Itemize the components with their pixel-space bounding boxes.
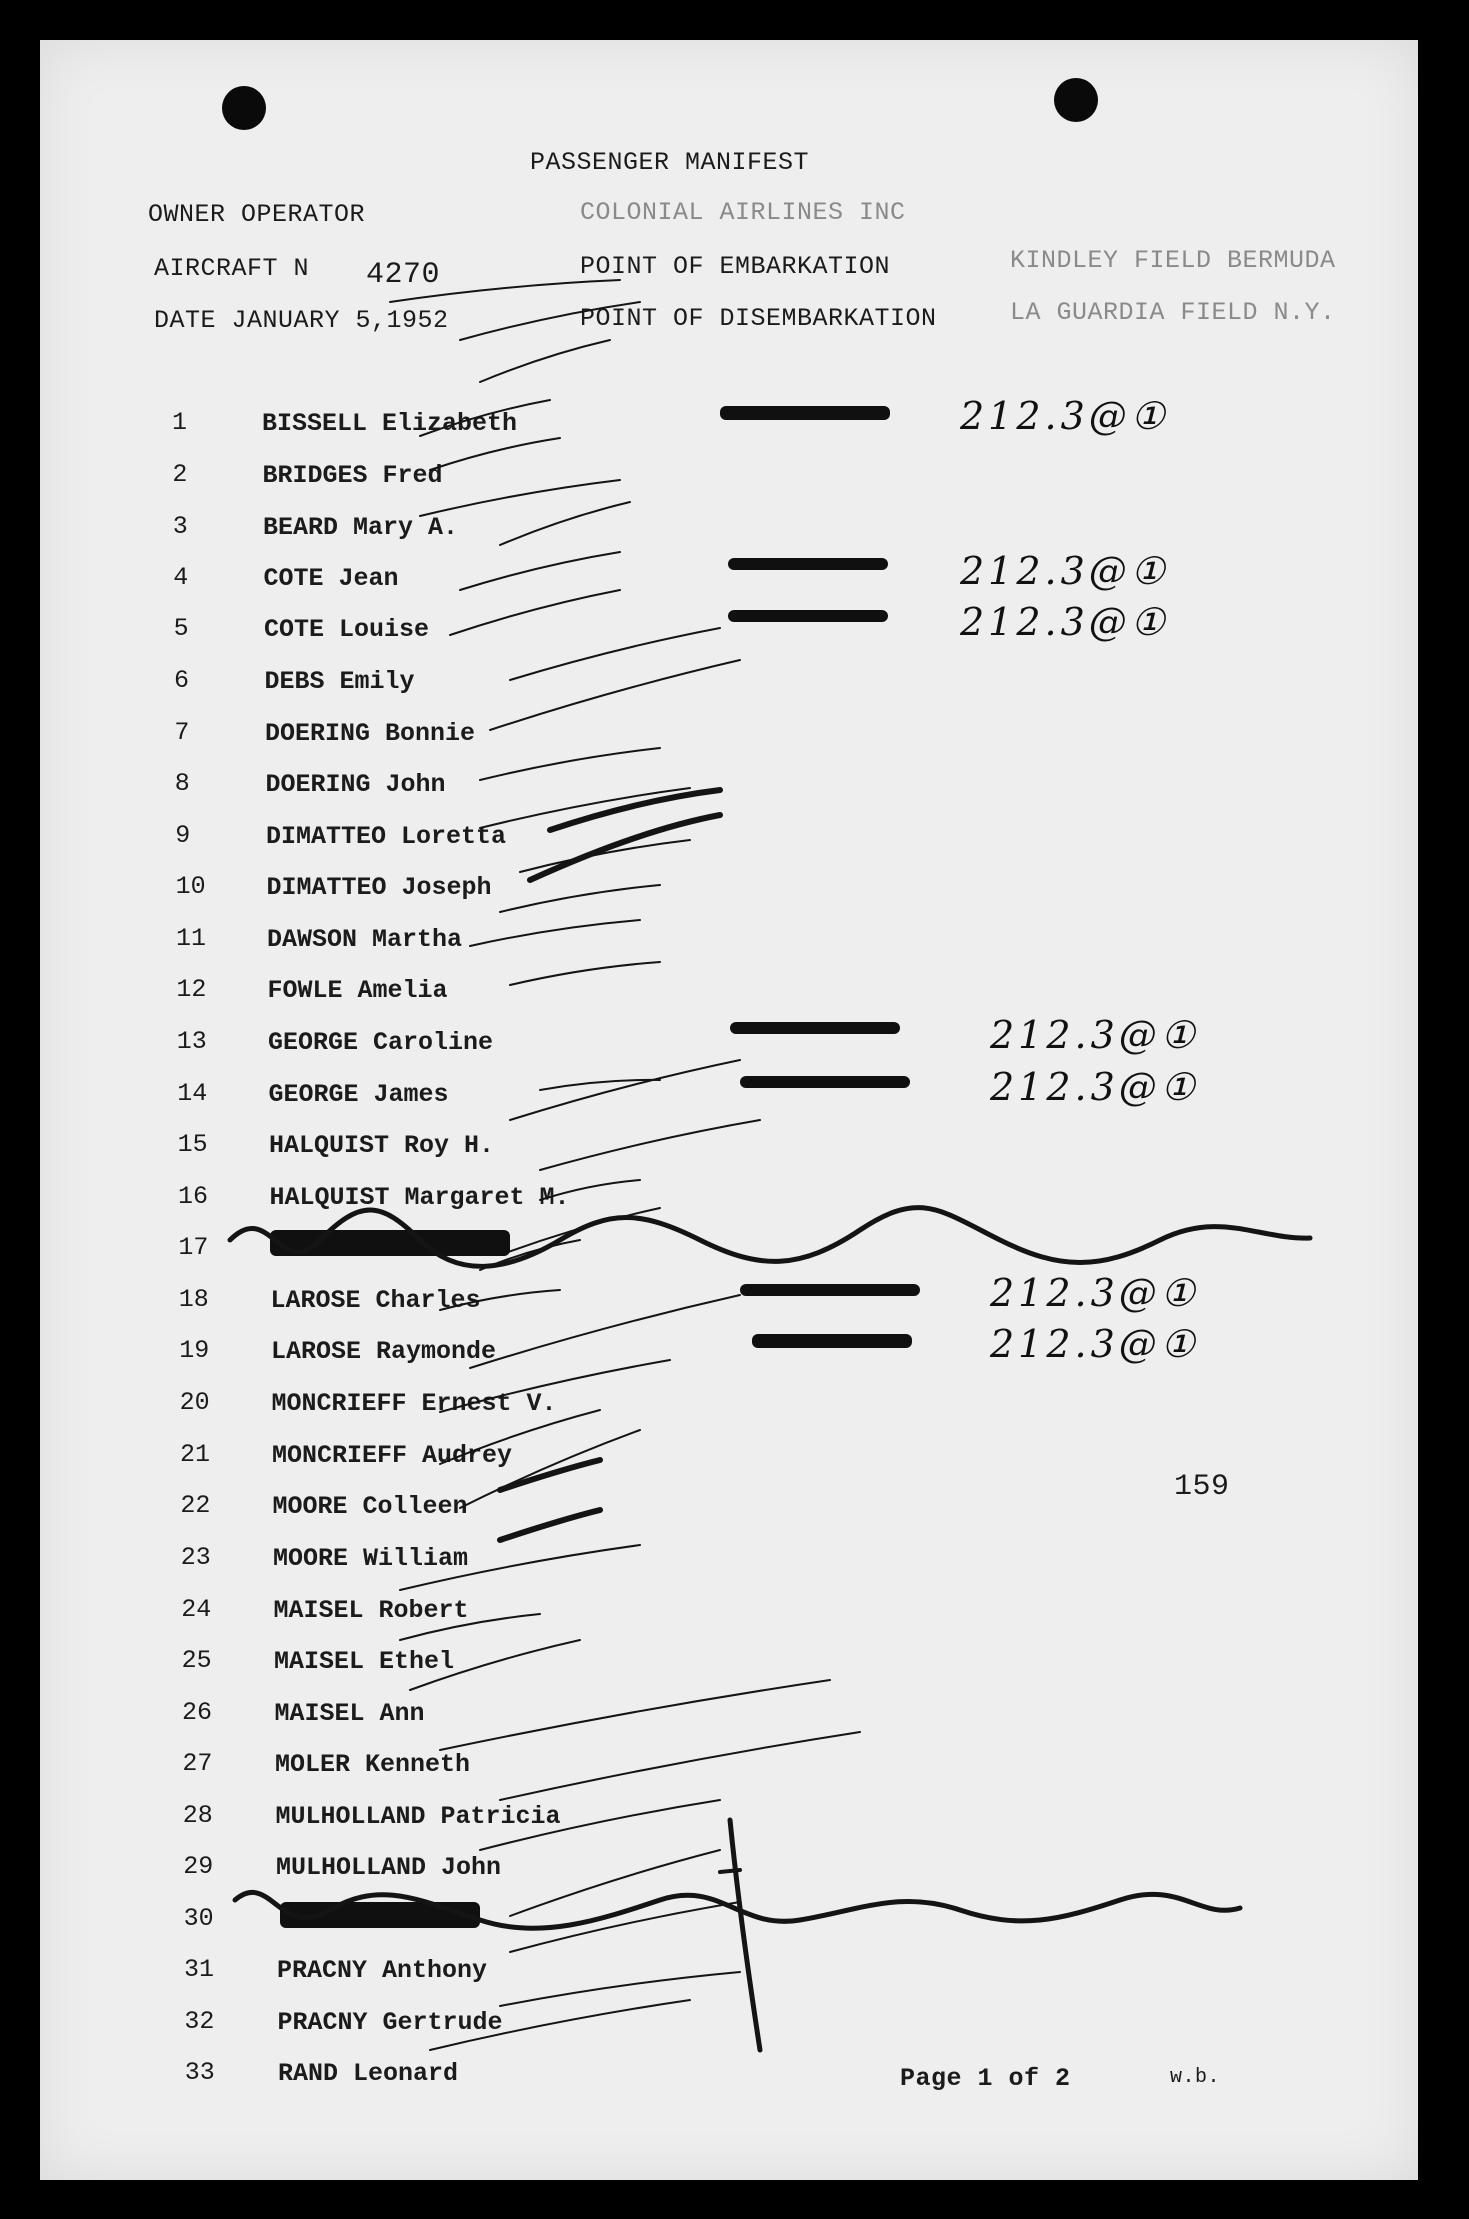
passenger-number: 29 [183,1852,214,1881]
pen-tick-line [500,885,660,912]
pen-tick-line [440,1360,670,1412]
passenger-number: 32 [184,2007,215,2036]
redacted-ticket-number [728,558,888,570]
pen-marks-overlay [40,40,1418,2180]
passenger-number: 30 [183,1904,214,1933]
pen-tick-line [500,1972,740,2006]
passenger-name: LAROSE Charles [270,1286,481,1315]
page-indicator: Page 1 of 2 [900,2064,1071,2093]
pen-tick-line [500,502,630,545]
passenger-number: 5 [173,614,189,643]
passenger-name: MAISEL Ethel [274,1647,455,1676]
passenger-number: 15 [177,1130,208,1159]
pen-tick-line [510,962,660,985]
passenger-number: 9 [175,821,191,850]
passenger-name: MONCRIEFF Audrey [272,1441,513,1470]
passenger-number: 13 [176,1027,207,1056]
passenger-name: PRACNY Anthony [277,1956,488,1985]
passenger-number: 7 [174,718,190,747]
cross-stroke [720,1870,740,1872]
handwritten-note: 212.3@① [990,1271,1199,1315]
pen-tick-line [440,1680,830,1750]
pen-tick-line [520,840,690,872]
pen-tick-line [430,438,560,470]
cross-stroke [730,1820,760,2050]
pen-tick-line [470,920,640,946]
passenger-name: MOORE Colleen [272,1492,468,1521]
embark-value: KINDLEY FIELD BERMUDA [1010,246,1336,275]
passenger-number: 12 [176,975,207,1004]
pen-tick-line [490,660,740,730]
passenger-name: MOLER Kenneth [275,1750,471,1779]
passenger-number: 23 [180,1543,211,1572]
passenger-name: DIMATTEO Loretta [266,822,507,851]
disembark-label: POINT OF DISEMBARKATION [580,304,937,333]
passenger-number: 1 [172,408,188,437]
aircraft-label: AIRCRAFT N [154,254,310,283]
pen-tick-line [410,1640,580,1690]
passenger-name: MONCRIEFF Ernest V. [271,1389,557,1418]
passenger-number: 31 [184,1955,215,1984]
pen-tick-line [390,280,620,302]
passenger-name: MAISEL Robert [273,1596,469,1625]
handwritten-note: 212.3@① [990,1013,1199,1057]
passenger-number: 24 [181,1595,212,1624]
passenger-number: 28 [182,1801,213,1830]
pen-tick-line [470,1295,740,1368]
passenger-name: GEORGE Caroline [268,1028,494,1057]
passenger-name: BISSELL Elizabeth [262,409,518,438]
passenger-name: MULHOLLAND John [276,1853,502,1882]
passenger-name: MULHOLLAND Patricia [275,1802,561,1831]
passenger-number: 25 [181,1646,212,1675]
redacted-ticket-number [740,1076,910,1088]
aircraft-number: 4270 [366,258,441,292]
pen-tick-line [540,1080,660,1090]
passenger-number: 33 [184,2058,215,2087]
date-label: DATE JANUARY 5,1952 [154,306,449,335]
passenger-name: MAISEL Ann [274,1699,425,1728]
passenger-number: 2 [172,460,188,489]
redacted-ticket-number [728,610,888,622]
pen-tick-line [480,1800,720,1850]
manifest-title: PASSENGER MANIFEST [530,148,810,177]
pen-tick-line [510,1850,720,1916]
passenger-name: BRIDGES Fred [262,461,443,490]
pen-tick-line [440,1290,560,1310]
pen-tick-line [450,590,620,635]
pen-tick-line [420,480,620,516]
manifest-page [40,40,1418,2180]
passenger-number: 8 [174,769,190,798]
passenger-name: DIMATTEO Joseph [266,873,492,902]
pen-tick-line [460,552,620,590]
passenger-number: 10 [175,872,206,901]
passenger-number: 3 [172,512,188,541]
handwritten-note: 212.3@① [960,549,1169,593]
passenger-number: 18 [178,1285,209,1314]
passenger-number: 22 [180,1491,211,1520]
pen-tick-line [540,1120,760,1170]
passenger-number: 20 [179,1388,210,1417]
pen-tick-line [540,1180,640,1200]
owner-value: COLONIAL AIRLINES INC [580,198,906,227]
handwritten-note: 212.3@① [960,394,1169,438]
passenger-name: GEORGE James [268,1080,449,1109]
pen-tick-line [400,1545,640,1590]
passenger-name: BEARD Mary A. [263,513,459,542]
pen-tick-line [460,302,640,340]
handwritten-note: 212.3@① [990,1065,1199,1109]
passenger-name: HALQUIST Margaret M. [269,1183,570,1212]
passenger-number: 21 [180,1440,211,1469]
passenger-number: 27 [182,1749,213,1778]
passenger-name: RAND Leonard [278,2059,459,2088]
passenger-name: FOWLE Amelia [267,976,448,1005]
disembark-value: LA GUARDIA FIELD N.Y. [1010,298,1336,327]
pen-tick-line [500,1732,860,1800]
passenger-number: 14 [177,1079,208,1108]
clerk-initials: w.b. [1170,2066,1221,2089]
passenger-name: LAROSE Raymonde [271,1337,497,1366]
passenger-number: 26 [182,1698,213,1727]
handwritten-note: 212.3@① [990,1322,1199,1366]
passenger-number: 16 [178,1182,209,1211]
pen-tick-line [480,340,610,382]
passenger-name: COTE Jean [263,564,399,593]
handwritten-note: 212.3@① [960,600,1169,644]
pen-tick-line [460,1430,640,1508]
passenger-name: DEBS Emily [264,667,415,696]
passenger-name: PRACNY Gertrude [277,2008,503,2037]
pen-tick-line [420,400,550,436]
heavy-pen-stroke [500,1460,600,1490]
passenger-name: DOERING Bonnie [265,719,476,748]
owner-label: OWNER OPERATOR [148,200,366,229]
passenger-name: MOORE William [273,1544,469,1573]
passenger-name: COTE Louise [264,615,430,644]
passenger-number: 11 [176,924,207,953]
redacted-ticket-number [720,406,890,420]
redacted-ticket-number [730,1022,900,1034]
pen-tick-line [480,748,660,780]
passenger-name: HALQUIST Roy H. [269,1131,495,1160]
passenger-name: DAWSON Martha [267,925,463,954]
passenger-number: 17 [178,1233,209,1262]
passenger-number: 19 [179,1336,210,1365]
pen-tick-line [400,1614,540,1640]
embark-label: POINT OF EMBARKATION [580,252,891,281]
pen-tick-line [430,2000,690,2050]
passenger-number: 6 [174,666,190,695]
passenger-number: 4 [173,563,189,592]
redacted-ticket-number [752,1334,912,1348]
redacted-ticket-number [740,1284,920,1296]
stamp-number: 159 [1174,1470,1230,1504]
passenger-name: DOERING John [265,770,446,799]
heavy-pen-stroke [500,1510,600,1540]
